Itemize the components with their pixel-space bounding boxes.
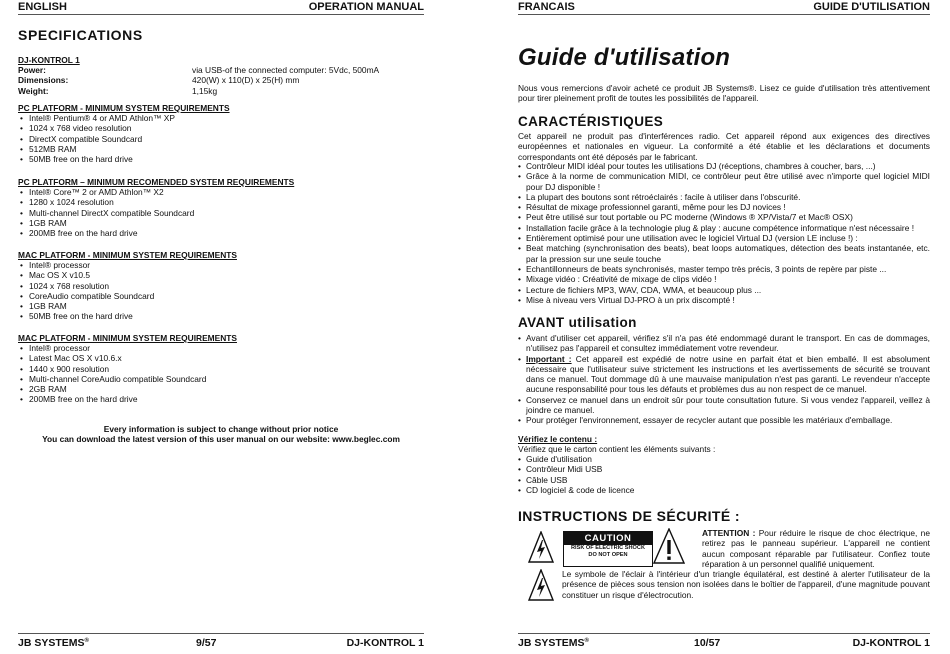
page-footer <box>518 633 930 650</box>
list-item <box>518 354 930 395</box>
page-number: 9/57 <box>196 637 217 649</box>
attention-text: Pour réduire le risque de choc électrique, ne retirez pas le panneau supérieur. L'appareil ne contient aucun composant réparable par l'utilisateur. Confiez toute réparation à un personnel qualifié uniquement. <box>702 528 930 569</box>
list-item: • Multi-channel CoreAudio compatible Soundcard <box>18 374 206 384</box>
mac-min-title: MAC PLATFORM - MINIMUM SYSTEM REQUIREMENTS <box>18 250 237 260</box>
list-item: • Beat matching (synchronisation des beats), beat loops automatiques, détection des beats instantanée, etc. par la pression sur une seule touche <box>518 243 930 264</box>
header-language: ENGLISH <box>18 1 67 13</box>
page-header <box>18 0 424 15</box>
important-text: Cet appareil est expédié de notre usine en parfait état et bien emballé. Il est absolument nécessaire que l'utilisateur suive strictement les instructions et les avertissements de sécurité se trouvant dans ce manuel. Tout dommage dû à une mauvaise manipulation n'est pas garanti. Le revendeur n'accepte aucune responsabilité pour tous les défauts et problèmes dus au non respect de ce manuel. <box>526 353 930 395</box>
footer-brand: JB SYSTEMS® <box>18 637 89 649</box>
mac-min-list <box>18 260 154 322</box>
caution-title: CAUTION <box>564 532 652 545</box>
spec-value: 1,15kg <box>192 85 218 96</box>
list-item: • CD logiciel & code de licence <box>518 485 930 495</box>
list-item: • 2GB RAM <box>18 384 206 394</box>
mac-min2-list <box>18 343 206 405</box>
list-item: • Pour protéger l'environnement, essayer de recycler autant que possible les matériaux d'emballage. <box>518 415 930 425</box>
contenu-intro: Vérifiez que le carton contient les éléments suivants : <box>518 444 716 454</box>
caution-do-not-open: DO NOT OPEN <box>588 552 628 558</box>
header-manual-title: GUIDE D'UTILISATION <box>813 1 930 13</box>
list-item: • Entièrement optimisé pour une utilisation avec le logiciel Virtual DJ (version LE incluse !) : <box>518 233 930 243</box>
notice-download: You can download the latest version of this user manual on our website: www.beglec.com <box>42 434 400 444</box>
list-item: • 50MB free on the hard drive <box>18 154 175 164</box>
list-item: • Mixage vidéo : Créativité de mixage de clips vidéo ! <box>518 274 930 284</box>
list-item: • Lecture de fichiers MP3, WAV, CDA, WMA, et beaucoup plus ... <box>518 285 930 295</box>
list-item: • Contrôleur Midi USB <box>518 464 930 474</box>
footer-brand: JB SYSTEMS® <box>518 637 589 649</box>
list-item: • 50MB free on the hard drive <box>18 311 154 321</box>
list-item: • 200MB free on the hard drive <box>18 394 206 404</box>
list-item: • 1GB RAM <box>18 218 194 228</box>
list-item: • Intel® Pentium® 4 or AMD Athlon™ XP <box>18 113 175 123</box>
list-item: • Intel® processor <box>18 343 206 353</box>
list-item: • Echantillonneurs de beats synchronisés, master tempo très précis, 3 points de repère par piste ... <box>518 264 930 274</box>
contenu-list <box>518 454 930 495</box>
spec-value: 420(W) x 110(D) x 25(H) mm <box>192 75 300 86</box>
page-title: SPECIFICATIONS <box>18 27 143 43</box>
list-item: • 200MB free on the hard drive <box>18 228 194 238</box>
list-item: • CoreAudio compatible Soundcard <box>18 291 154 301</box>
page-title: Guide d'utilisation <box>518 44 731 71</box>
list-item: • Mise à niveau vers Virtual DJ-PRO à un prix discompté ! <box>518 295 930 305</box>
caution-risk-text: RISK OF ELECTRIC SHOCK <box>571 545 645 551</box>
list-item: • Contrôleur MIDI idéal pour toutes les utilisations DJ (réceptions, chambres à coucher, bars, ...) <box>518 161 930 171</box>
intro-paragraph: Nous vous remercions d'avoir acheté ce produit JB Systems®. Lisez ce guide d'utilisation très attentivement pour tirer pleinement profit de toutes les possibilités de l'appareil. <box>518 83 930 104</box>
list-item: • 1280 x 1024 resolution <box>18 197 194 207</box>
list-item: • Grâce à la norme de communication MIDI, ce contrôleur peut être utilisé avec n'importe quel logiciel MIDI pour DJ disponible ! <box>518 171 930 192</box>
list-item: • 512MB RAM <box>18 144 175 154</box>
notice-change: Every information is subject to change without prior notice <box>103 424 339 434</box>
english-page <box>18 0 424 654</box>
attention-label: ATTENTION : <box>702 528 756 538</box>
list-item: • Intel® processor <box>18 260 154 270</box>
caracteristiques-intro: Cet appareil ne produit pas d'interférences radio. Cet appareil répond aux exigences des directives européennes et nationales en vigueur. La conformité a été établie et les déclarations et documents correspondants ont été déposés par le fabricant. <box>518 131 930 162</box>
footer-model: DJ-KONTROL 1 <box>852 637 930 649</box>
pc-rec-title: PC PLATFORM – MINIMUM RECOMENDED SYSTEM REQUIREMENTS <box>18 177 295 187</box>
list-item: • Câble USB <box>518 475 930 485</box>
spec-key: Weight: <box>18 85 49 96</box>
spec-value: via USB-of the connected computer: 5Vdc, 500mA <box>192 65 380 75</box>
list-item: • 1024 x 768 video resolution <box>18 123 175 133</box>
mac-min2-title: MAC PLATFORM - MINIMUM SYSTEM REQUIREMENTS <box>18 333 237 343</box>
important-label: Important : <box>526 353 572 364</box>
pc-min-list <box>18 113 175 164</box>
caracteristiques-list <box>518 161 930 305</box>
attention-paragraph <box>702 528 930 569</box>
list-item: • 1440 x 900 resolution <box>18 364 206 374</box>
spec-key: Dimensions: <box>18 75 69 86</box>
list-item: • Latest Mac OS X v10.6.x <box>18 353 206 363</box>
model-heading: DJ-KONTROL 1 <box>18 55 80 65</box>
pc-min-title: PC PLATFORM - MINIMUM SYSTEM REQUIREMENTS <box>18 103 230 113</box>
avant-heading: AVANT utilisation <box>518 315 637 330</box>
lightning-triangle-icon <box>528 569 554 601</box>
contenu-heading: Vérifiez le contenu : <box>518 434 598 444</box>
list-item: • La plupart des boutons sont rétroéclairés : facile à utiliser dans l'obscurité. <box>518 192 930 202</box>
list-item: • Intel® Core™ 2 or AMD Athlon™ X2 <box>18 187 194 197</box>
avant-list <box>518 333 930 426</box>
lightning-triangle-icon <box>528 531 554 563</box>
caracteristiques-heading: CARACTÉRISTIQUES <box>518 114 664 129</box>
list-item: • Peut être utilisé sur tout portable ou PC moderne (Windows ® XP/Vista/7 et Mac® OSX) <box>518 212 930 222</box>
list-item: • Guide d'utilisation <box>518 454 930 464</box>
list-item: • Conservez ce manuel dans un endroit sûr pour toute consultation future. Si vous vendez l'appareil, veillez à joindre ce manuel. <box>518 395 930 416</box>
list-item: • 1024 x 768 resolution <box>18 281 154 291</box>
list-item: • Résultat de mixage professionnel garanti, même pour les DJ novices ! <box>518 202 930 212</box>
page-header <box>518 0 930 15</box>
spec-key: Power: <box>18 65 46 75</box>
page-number: 10/57 <box>694 637 721 649</box>
list-item: • Mac OS X v10.5 <box>18 270 154 280</box>
footer-model: DJ-KONTROL 1 <box>346 637 424 649</box>
list-item: • Multi-channel DirectX compatible Soundcard <box>18 208 194 218</box>
list-item: • DirectX compatible Soundcard <box>18 134 175 144</box>
list-item: • Installation facile grâce à la technologie plug & play : aucune compétence informatique n'est nécessaire ! <box>518 223 930 233</box>
securite-heading: INSTRUCTIONS DE SÉCURITÉ : <box>518 508 740 524</box>
exclamation-triangle-icon <box>653 528 685 564</box>
header-manual-title: OPERATION MANUAL <box>308 1 424 13</box>
list-item: • Avant d'utiliser cet appareil, vérifiez s'il n'a pas été endommagé durant le transport. En cas de dommages, n'utilisez pas l'appareil et consultez immédiatement votre revendeur. <box>518 333 930 354</box>
list-item: • 1GB RAM <box>18 301 154 311</box>
caution-label <box>563 531 653 567</box>
symbol-paragraph: Le symbole de l'éclair à l'intérieur d'un triangle équilatéral, est destiné à alerter l'utilisateur de la présence de pièces sous tension non isolées dans le boîtier de l'appareil, d'une magnitude pouvant constituer un risque d'électrocution. <box>562 569 930 600</box>
header-language: FRANCAIS <box>518 1 575 13</box>
french-page <box>518 0 930 654</box>
pc-rec-list <box>18 187 194 238</box>
page-footer <box>18 633 424 650</box>
